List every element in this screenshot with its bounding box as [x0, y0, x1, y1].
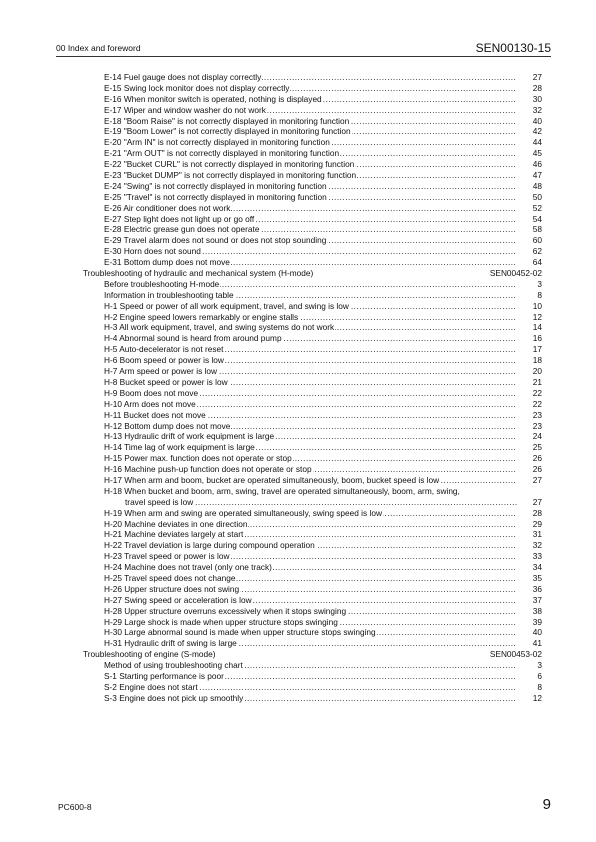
toc-entry-title: S-3 Engine does not pick up smoothly	[104, 692, 244, 703]
toc-entry	[104, 431, 544, 442]
toc-entry	[104, 279, 544, 290]
toc-entry	[104, 312, 544, 323]
toc-entry-title: E-30 Horn does not sound	[104, 246, 201, 257]
toc-entry-title: H-18 When bucket and boom, arm, swing, travel are operated simultaneously, boom, arm, swing,	[104, 485, 460, 496]
page-header	[56, 37, 551, 57]
toc-entry-title: H-7 Arm speed or power is low	[104, 366, 217, 377]
toc-entry	[104, 486, 544, 497]
toc-entry	[104, 344, 544, 355]
toc-entry	[104, 660, 544, 671]
toc-entry	[104, 388, 544, 399]
toc-entry-title: E-22 "Bucket CURL" is not correctly displayed in monitoring function	[104, 159, 355, 170]
toc-entry	[104, 257, 544, 268]
toc-entry-title: E-14 Fuel gauge does not display correctly	[104, 72, 262, 82]
toc-entry-title: E-20 "Arm IN" is not correctly displayed in monitoring function	[104, 137, 330, 148]
toc-entry	[104, 235, 544, 246]
toc-entry-page: 44	[532, 137, 542, 148]
toc-entry-title: H-5 Auto-decelerator is not reset	[104, 344, 224, 355]
toc-entry	[104, 693, 544, 704]
toc-entry-title: H-2 Engine speed lowers remarkably or engine stalls	[104, 311, 299, 322]
toc-entry	[104, 519, 544, 530]
toc-entry-page: 27	[532, 72, 542, 82]
toc-entry-page: 12	[532, 311, 542, 322]
toc-entry-page: 16	[532, 333, 542, 344]
toc-entry-title: E-17 Wiper and window washer do not work	[104, 104, 266, 115]
toc-entry-page: 21	[532, 376, 542, 387]
toc-entry-page: 17	[532, 344, 542, 355]
toc-entry-page: 40	[532, 115, 542, 126]
toc-entry-page: 23	[532, 420, 542, 431]
toc-entry	[104, 508, 544, 519]
toc-entry-page: 45	[532, 148, 542, 159]
toc-entry-page: 10	[532, 300, 542, 311]
toc-entry-page: 26	[532, 453, 542, 464]
toc-entry	[104, 246, 544, 257]
toc-entry	[104, 322, 544, 333]
table-of-contents	[0, 72, 596, 704]
toc-entry	[104, 290, 544, 301]
toc-entry-page: 48	[532, 180, 542, 191]
toc-entry	[104, 224, 544, 235]
toc-entry-page: 32	[532, 540, 542, 551]
page-footer	[56, 790, 551, 814]
toc-entry	[104, 540, 544, 551]
toc-entry	[104, 301, 544, 312]
toc-entry-page: 26	[532, 464, 542, 475]
toc-entry-title: H-6 Boom speed or power is low	[104, 355, 224, 366]
footer-model-name: PC600-8	[58, 802, 92, 812]
toc-entry-page: 60	[532, 235, 542, 246]
toc-entry-title: H-17 When arm and boom, bucket are operated simultaneously, boom, bucket speed is low	[104, 474, 440, 485]
toc-entry	[104, 606, 544, 617]
toc-entry-title: H-11 Bucket does not move	[104, 409, 206, 420]
toc-entry	[104, 116, 544, 127]
toc-entry-title: E-21 "Arm OUT" is not correctly displayed in monitoring function	[104, 148, 340, 159]
toc-entry-page: 24	[532, 431, 542, 442]
toc-entry-page: 22	[532, 387, 542, 398]
header-rule	[56, 56, 551, 57]
toc-entry	[104, 410, 544, 421]
toc-entry	[104, 159, 544, 170]
toc-entry	[104, 573, 544, 584]
toc-entry	[104, 682, 544, 693]
toc-entry	[104, 453, 544, 464]
toc-entry-title: Method of using troubleshooting chart	[104, 660, 243, 671]
toc-entry-page: 12	[532, 692, 542, 703]
toc-entry-page: 18	[532, 355, 542, 366]
toc-entry	[104, 671, 544, 682]
toc-entry	[104, 595, 544, 606]
toc-entry-page: 25	[532, 442, 542, 453]
toc-entry	[104, 464, 544, 475]
toc-entry	[104, 192, 544, 203]
toc-entry-title: E-16 When monitor switch is operated, nothing is displayed	[104, 93, 322, 104]
toc-entry-title: Before troubleshooting H-mode	[104, 278, 220, 289]
toc-entry	[104, 170, 544, 181]
toc-entry-page: 33	[532, 551, 542, 562]
toc-entry-title: H-25 Travel speed does not change	[104, 572, 236, 583]
toc-entry-page: 42	[532, 126, 542, 137]
toc-entry-title: H-4 Abnormal sound is heard from around pump	[104, 333, 282, 344]
toc-entry-title: Information in troubleshooting table	[104, 289, 234, 300]
toc-entry	[104, 83, 544, 94]
toc-entry	[104, 137, 544, 148]
toc-entry-title: H-23 Travel speed or power is low	[104, 551, 230, 562]
toc-entry-title: E-15 Swing lock monitor does not display correctly	[104, 82, 290, 93]
toc-entry-title: H-16 Machine push-up function does not operate or stop	[104, 464, 312, 475]
toc-entry-title: Troubleshooting of engine (S-mode)	[83, 649, 216, 660]
toc-entry-title: Troubleshooting of hydraulic and mechanical system (H-mode)	[83, 268, 314, 279]
toc-entry-page: 28	[532, 507, 542, 518]
toc-entry-title: E-26 Air conditioner does not work	[104, 202, 231, 213]
toc-section-code: SEN00453-02	[489, 649, 542, 660]
toc-entry-page: 3	[537, 660, 542, 671]
toc-entry-page: 39	[532, 616, 542, 627]
toc-entry-title: H-31 Hydraulic drift of swing is large	[104, 638, 237, 649]
toc-entry	[104, 529, 544, 540]
toc-entry	[104, 214, 544, 225]
toc-entry	[104, 148, 544, 159]
header-chapter-title: 00 Index and foreword	[56, 43, 141, 53]
toc-entry-title: E-23 "Bucket DUMP" is not correctly displayed in monitoring function	[104, 170, 357, 181]
toc-entry	[104, 399, 544, 410]
toc-entry-page: 23	[532, 409, 542, 420]
toc-entry-page: 38	[532, 605, 542, 616]
toc-entry	[104, 72, 544, 83]
toc-entry-page: 27	[532, 474, 542, 485]
toc-entry-page: 32	[532, 104, 542, 115]
toc-entry-page: 3	[537, 278, 542, 289]
toc-entry-title: E-27 Step light does not light up or go off	[104, 213, 255, 224]
toc-entry	[104, 94, 544, 105]
toc-entry-page: 28	[532, 82, 542, 93]
toc-entry-title: H-15 Power max. function does not operate or stop	[104, 453, 292, 464]
toc-section-heading	[83, 649, 544, 660]
toc-entry-title: E-25 "Travel" is not correctly displayed in monitoring function	[104, 191, 327, 202]
toc-entry-title: S-1 Starting performance is poor	[104, 670, 224, 681]
toc-entry-title: H-26 Upper structure does not swing	[104, 583, 240, 594]
toc-entry	[104, 551, 544, 562]
toc-entry-title: travel speed is low	[125, 496, 194, 507]
toc-entry-page: 40	[532, 627, 542, 638]
toc-entry-title: H-30 Large abnormal sound is made when upper structure stops swinging	[104, 627, 376, 638]
toc-entry	[104, 377, 544, 388]
toc-entry-page: 6	[537, 670, 542, 681]
toc-entry-title: H-12 Bottom dump does not move	[104, 420, 231, 431]
toc-entry-title: H-29 Large shock is made when upper structure stops swinging	[104, 616, 338, 627]
toc-entry	[104, 105, 544, 116]
toc-entry-page: 58	[532, 224, 542, 235]
toc-entry-title: E-29 Travel alarm does not sound or does not stop sounding	[104, 235, 327, 246]
toc-entry-page: 47	[532, 170, 542, 181]
toc-entry-title: H-3 All work equipment, travel, and swing systems do not work	[104, 322, 335, 333]
toc-entry-title: E-18 "Boom Raise" is not correctly displayed in monitoring function	[104, 115, 350, 126]
toc-entry-page: 34	[532, 562, 542, 573]
toc-entry-page: 35	[532, 572, 542, 583]
toc-entry-page: 41	[532, 638, 542, 649]
toc-entry	[104, 366, 544, 377]
toc-entry-title: H-20 Machine deviates in one direction	[104, 518, 248, 529]
toc-entry-title: H-27 Swing speed or acceleration is low	[104, 594, 252, 605]
footer-page-number: 9	[542, 796, 551, 813]
toc-entry	[104, 562, 544, 573]
toc-entry-title: H-14 Time lag of work equipment is large	[104, 442, 255, 453]
toc-entry	[104, 203, 544, 214]
toc-entry-page: 36	[532, 583, 542, 594]
toc-entry-page: 46	[532, 159, 542, 170]
toc-entry-page: 62	[532, 246, 542, 257]
toc-entry-page: 50	[532, 191, 542, 202]
toc-entry-title: S-2 Engine does not start	[104, 681, 198, 692]
toc-entry	[104, 355, 544, 366]
toc-entry-title: E-28 Electric grease gun does not operate	[104, 224, 260, 235]
toc-entry-page: 22	[532, 398, 542, 409]
toc-entry	[104, 627, 544, 638]
toc-entry-page: 29	[532, 518, 542, 529]
toc-entry	[104, 617, 544, 628]
toc-entry-title: E-24 "Swing" is not correctly displayed in monitoring function	[104, 180, 327, 191]
toc-entry-title: H-8 Bucket speed or power is low	[104, 376, 228, 387]
header-document-code: SEN00130-15	[475, 41, 551, 55]
toc-entry	[104, 442, 544, 453]
toc-entry-title: H-9 Boom does not move	[104, 387, 199, 398]
toc-entry-page: 20	[532, 366, 542, 377]
toc-entry-title: E-19 "Boom Lower" is not correctly displayed in monitoring function	[104, 126, 351, 137]
toc-entry-title: E-31 Bottom dump does not move	[104, 257, 230, 268]
toc-entry-page: 14	[532, 322, 542, 333]
toc-entry	[104, 584, 544, 595]
toc-section-code: SEN00452-02	[489, 268, 542, 279]
toc-entry-page: 30	[532, 93, 542, 104]
toc-entry-title: H-22 Travel deviation is large during compound operation	[104, 540, 315, 551]
toc-entry-page: 27	[532, 496, 542, 507]
toc-entry-title: H-21 Machine deviates largely at start	[104, 529, 244, 540]
toc-entry	[104, 475, 544, 486]
toc-entry	[104, 126, 544, 137]
toc-entry-title: H-24 Machine does not travel (only one track)	[104, 562, 272, 573]
toc-entry-title: H-13 Hydraulic drift of work equipment is large	[104, 431, 275, 442]
toc-entry	[104, 638, 544, 649]
toc-entry	[104, 421, 544, 432]
toc-entry-page: 54	[532, 213, 542, 224]
toc-entry-page: 8	[537, 681, 542, 692]
toc-entry-title: H-1 Speed or power of all work equipment, travel, and swing is low	[104, 300, 349, 311]
toc-entry-title: H-10 Arm does not move	[104, 398, 196, 409]
toc-entry-page: 8	[537, 289, 542, 300]
toc-entry	[104, 333, 544, 344]
toc-section-heading	[83, 268, 544, 279]
toc-entry-page: 52	[532, 202, 542, 213]
toc-entry-page: 64	[532, 257, 542, 268]
toc-entry	[125, 497, 544, 508]
toc-entry-title: H-19 When arm and swing are operated simultaneously, swing speed is low	[104, 507, 382, 518]
toc-entry-title: H-28 Upper structure overruns excessively when it stops swinging	[104, 605, 347, 616]
toc-entry-page: 37	[532, 594, 542, 605]
toc-entry	[104, 181, 544, 192]
toc-entry-page: 31	[532, 529, 542, 540]
